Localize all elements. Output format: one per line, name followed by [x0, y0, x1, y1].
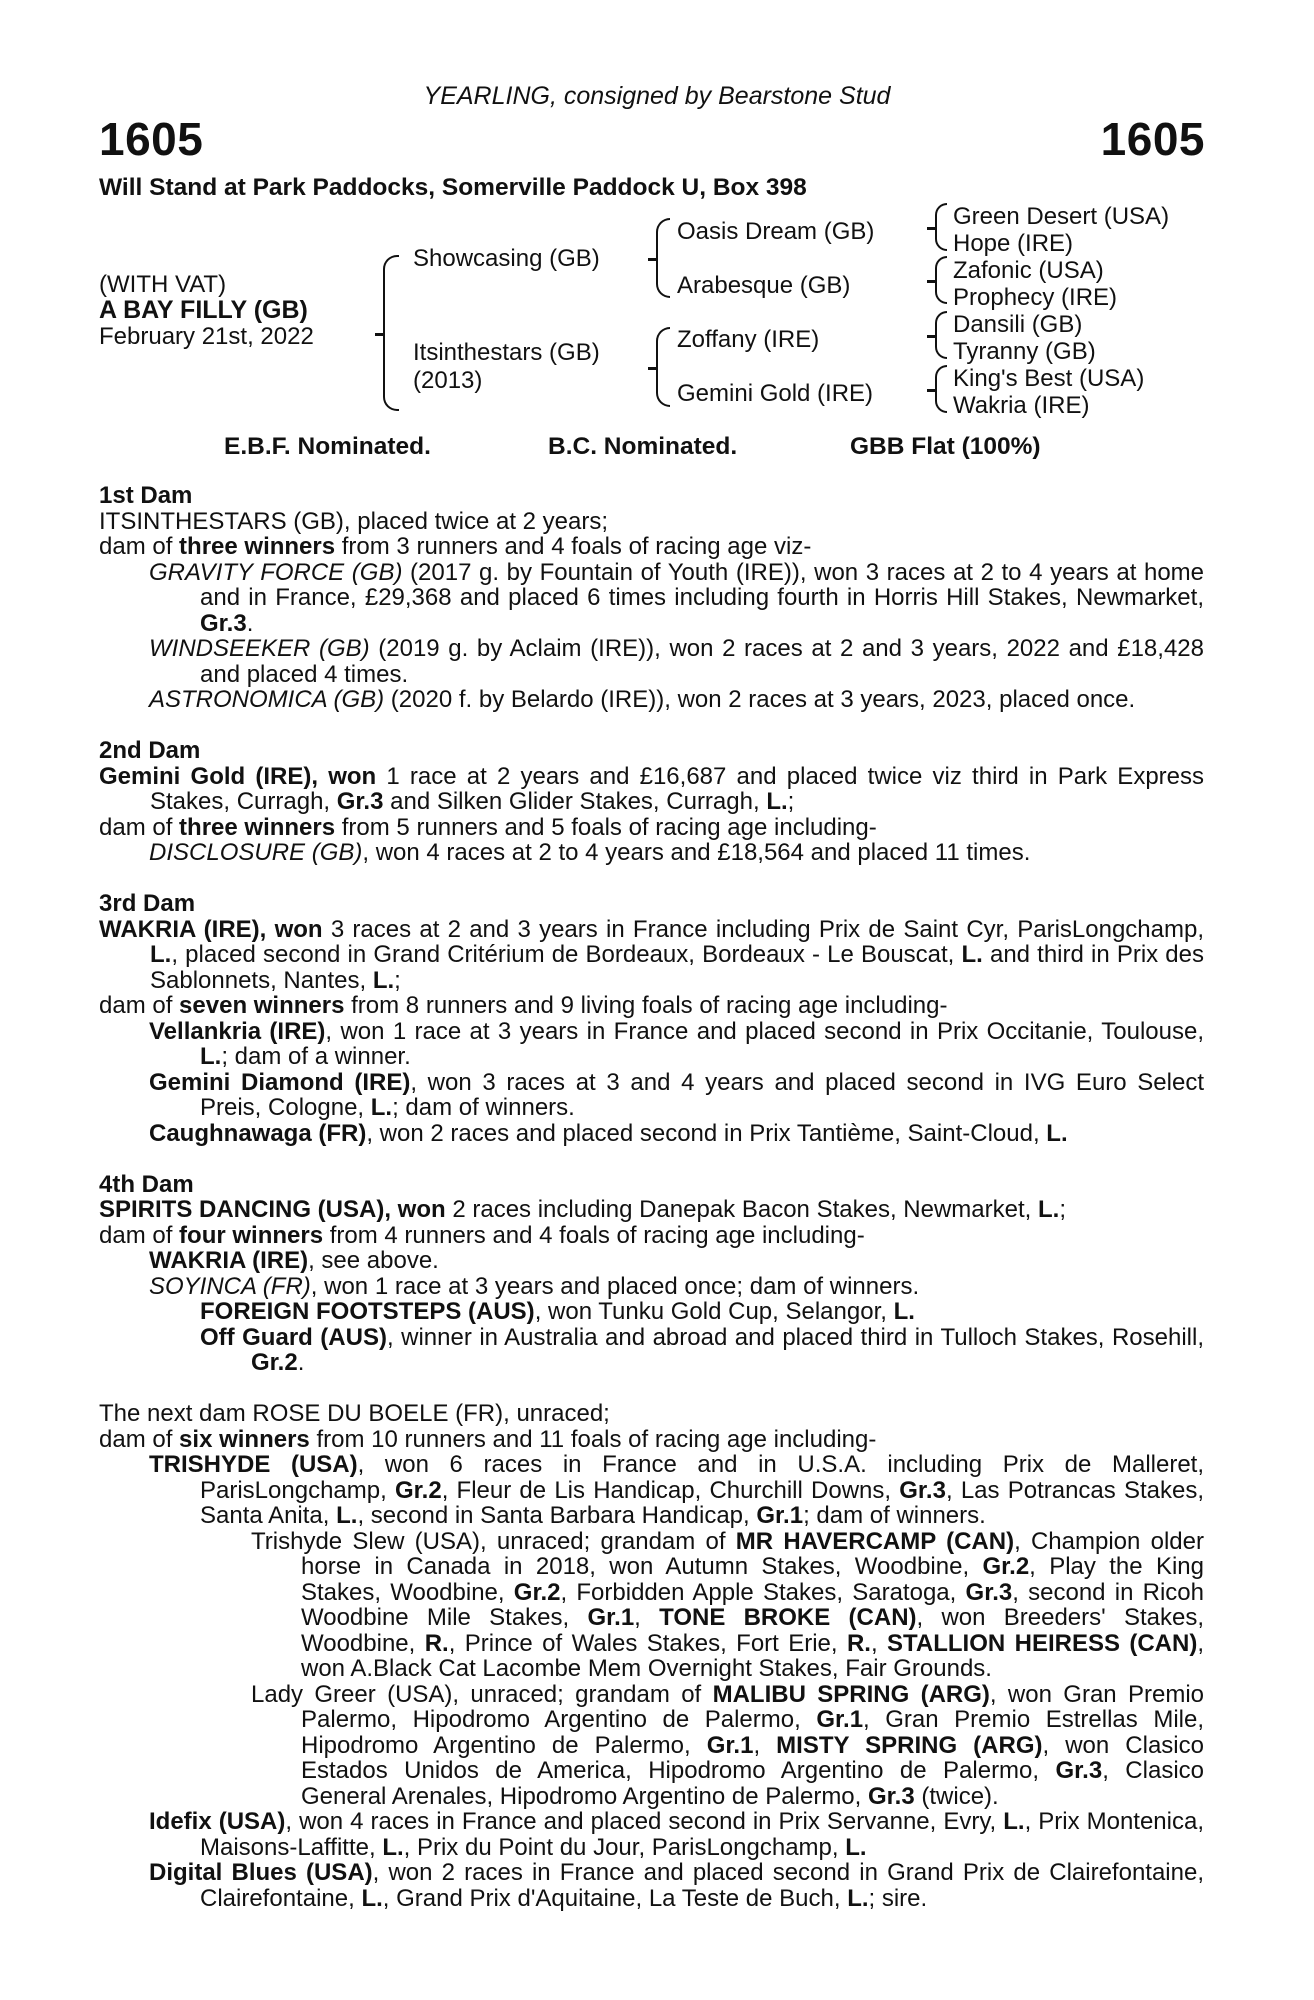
- gbb-flat: GBB Flat (100%): [850, 433, 1041, 460]
- pedigree-dds: King's Best (USA): [953, 365, 1145, 392]
- first-dam-runner-1: GRAVITY FORCE (GB) (2017 g. by Fountain of Youth (IRE)), won 3 races at 2 to 4 years at home and in France, £29,368 and placed 6 times including fourth in Horris Hill Stakes, Newmarket, Gr.3.: [149, 558, 1205, 637]
- vat-note: (WITH VAT): [99, 271, 227, 298]
- third-dam-runner-2: Gemini Diamond (IRE), won 3 races at 3 and 4 years and placed second in IVG Euro Select Preis, Cologne, L.; dam of winners.: [149, 1068, 1204, 1121]
- pedigree-sss: Green Desert (USA): [953, 203, 1170, 230]
- next-dam-runner-digital-blues: Digital Blues (USA), won 2 races in France and placed second in Grand Prix de Clairefontaine, Clairefontaine, L., Grand Prix d'Aquitaine, La Teste de Buch, L.; sire.: [149, 1859, 1204, 1912]
- first-dam-runner-2: WINDSEEKER (GB) (2019 g. by Aclaim (IRE)), won 2 races at 2 and 3 years, 2022 and £18,428 and placed 4 times.: [149, 635, 1204, 688]
- fourth-dam-grandchild-1: FOREIGN FOOTSTEPS (AUS), won Tunku Gold Cup, Selangor, L.: [200, 1298, 915, 1325]
- next-dam-line: The next dam ROSE DU BOELE (FR), unraced;: [99, 1400, 610, 1427]
- next-dam-trishyde-slew: Trishyde Slew (USA), unraced; grandam of MR HAVERCAMP (CAN), Champion older horse in Canada in 2018, won Autumn Stakes, Woodbine, Gr.2, Play the King Stakes, Woodbine, Gr.2, Forbidden Apple Stakes, Saratoga, Gr.3, second in Ricoh Woodbine Mile Stakes, Gr.1, TONE BROKE (CAN), won Breeders' Stakes, Woodbine, R., Prince of Wales Stakes, Fort Erie, R., STALLION HEIRESS (CAN), won A.Black Cat Lacombe Mem Overnight Stakes, Fair Grounds.: [251, 1527, 1205, 1682]
- pedigree-dss: Dansili (GB): [953, 311, 1083, 338]
- next-dam-runner-trishyde: TRISHYDE (USA), won 6 races in France and in U.S.A. including Prix de Malleret, ParisLongchamp, Gr.2, Fleur de Lis Handicap, Churchill Downs, Gr.3, Las Potrancas Stakes, Santa Anita, L., second in Santa Barbara Handicap, Gr.1; dam of winners.: [149, 1451, 1205, 1529]
- pedigree-sdd: Prophecy (IRE): [953, 284, 1118, 311]
- pedigree-brace-dam: [656, 327, 670, 407]
- first-dam-heading: 1st Dam: [99, 482, 193, 509]
- lot-number-left: 1605: [99, 113, 204, 165]
- fourth-dam-produce: dam of four winners from 4 runners and 4 foals of racing age including-: [99, 1221, 865, 1249]
- next-dam-runner-idefix: Idefix (USA), won 4 races in France and placed second in Prix Servanne, Evry, L., Prix Montenica, Maisons-Laffitte, L., Prix du Point du Jour, ParisLongchamp, L.: [149, 1808, 1205, 1861]
- stand-location: Will Stand at Park Paddocks, Somerville Paddock U, Box 398: [99, 174, 807, 201]
- catalogue-body: [99, 483, 1204, 1911]
- third-dam-heading: 3rd Dam: [99, 890, 196, 917]
- pedigree-brace-ds: [935, 311, 947, 359]
- second-dam-heading: 2nd Dam: [99, 737, 201, 764]
- third-dam-produce: dam of seven winners from 8 runners and 9 living foals of racing age including-: [99, 992, 948, 1019]
- fourth-dam-runner-1: WAKRIA (IRE), see above.: [149, 1247, 439, 1274]
- consignor-subtitle: YEARLING, consigned by Bearstone Stud: [423, 82, 891, 110]
- second-dam-record: Gemini Gold (IRE), won 1 race at 2 years and £16,687 and placed twice viz third in Park Express Stakes, Curragh, Gr.3 and Silken Glider Stakes, Curragh, L.;: [99, 762, 1205, 815]
- first-dam-line: ITSINTHESTARS (GB), placed twice at 2 years;: [99, 507, 609, 535]
- bc-nomination: B.C. Nominated.: [548, 433, 738, 460]
- pedigree-brace-ss: [935, 203, 947, 251]
- horse-name: A BAY FILLY (GB): [99, 296, 308, 324]
- lot-number-right: 1605: [1100, 113, 1205, 165]
- next-dam-lady-greer: Lady Greer (USA), unraced; grandam of MALIBU SPRING (ARG), won Gran Premio Palermo, Hipodromo Argentino de Palermo, Gr.1, Gran Premio Estrellas Mile, Hipodromo Argentino de Palermo, Gr.1, MISTY SPRING (ARG), won Clasico Estados Unidos de America, Hipodromo Argentino de Palermo, Gr.3, Clasico General Arenales, Hipodromo Argentino de Palermo, Gr.3 (twice).: [251, 1680, 1205, 1810]
- pedigree-brace-dd: [935, 365, 947, 413]
- pedigree-dam-sire: Zoffany (IRE): [677, 326, 820, 353]
- horse-dob: February 21st, 2022: [99, 323, 314, 350]
- fourth-dam-heading: 4th Dam: [99, 1170, 194, 1198]
- pedigree-dam-year: (2013): [413, 367, 483, 394]
- third-dam-runner-3: Caughnawaga (FR), won 2 races and placed second in Prix Tantième, Saint-Cloud, L.: [149, 1119, 1068, 1147]
- second-dam-produce: dam of three winners from 5 runners and 5 foals of racing age including-: [99, 813, 877, 841]
- pedigree-brace-sire: [656, 218, 670, 298]
- pedigree-sire: Showcasing (GB): [413, 245, 600, 272]
- pedigree-brace-sd: [935, 256, 947, 304]
- pedigree-sire-dam: Arabesque (GB): [677, 272, 851, 299]
- third-dam-runner-1: Vellankria (IRE), won 1 race at 3 years in France and placed second in Prix Occitanie, Toulouse, L.; dam of a winner.: [149, 1017, 1204, 1070]
- pedigree-dam: Itsinthestars (GB): [413, 339, 600, 366]
- next-dam-produce: dam of six winners from 10 runners and 11 foals of racing age including-: [99, 1425, 877, 1453]
- pedigree-sds: Zafonic (USA): [953, 257, 1104, 284]
- fourth-dam-record: SPIRITS DANCING (USA), won 2 races including Danepak Bacon Stakes, Newmarket, L.;: [99, 1196, 1066, 1223]
- third-dam-record: WAKRIA (IRE), won 3 races at 2 and 3 years in France including Prix de Saint Cyr, ParisLongchamp, L., placed second in Grand Critérium de Bordeaux, Bordeaux - Le Bouscat, L. and third in Prix des Sablonnets, Nantes, L.;: [99, 915, 1204, 994]
- pedigree-sire-sire: Oasis Dream (GB): [677, 218, 875, 245]
- first-dam-produce: dam of three winners from 3 runners and 4 foals of racing age viz-: [99, 533, 812, 560]
- pedigree-ssd: Hope (IRE): [953, 230, 1074, 257]
- pedigree-ddd: Wakria (IRE): [953, 392, 1090, 419]
- first-dam-runner-3: ASTRONOMICA (GB) (2020 f. by Belardo (IRE)), won 2 races at 3 years, 2023, placed once.: [149, 686, 1136, 713]
- fourth-dam-grandchild-2: Off Guard (AUS), winner in Australia and abroad and placed third in Tulloch Stakes, Rosehill, Gr.2.: [200, 1323, 1204, 1376]
- pedigree-dam-dam: Gemini Gold (IRE): [677, 380, 874, 407]
- second-dam-runner-1: DISCLOSURE (GB), won 4 races at 2 to 4 years and £18,564 and placed 11 times.: [149, 839, 1031, 866]
- pedigree-brace-main: [383, 255, 399, 411]
- ebf-nomination: E.B.F. Nominated.: [224, 433, 431, 460]
- fourth-dam-runner-2: SOYINCA (FR), won 1 race at 3 years and placed once; dam of winners.: [149, 1272, 920, 1300]
- pedigree-dsd: Tyranny (GB): [953, 338, 1096, 365]
